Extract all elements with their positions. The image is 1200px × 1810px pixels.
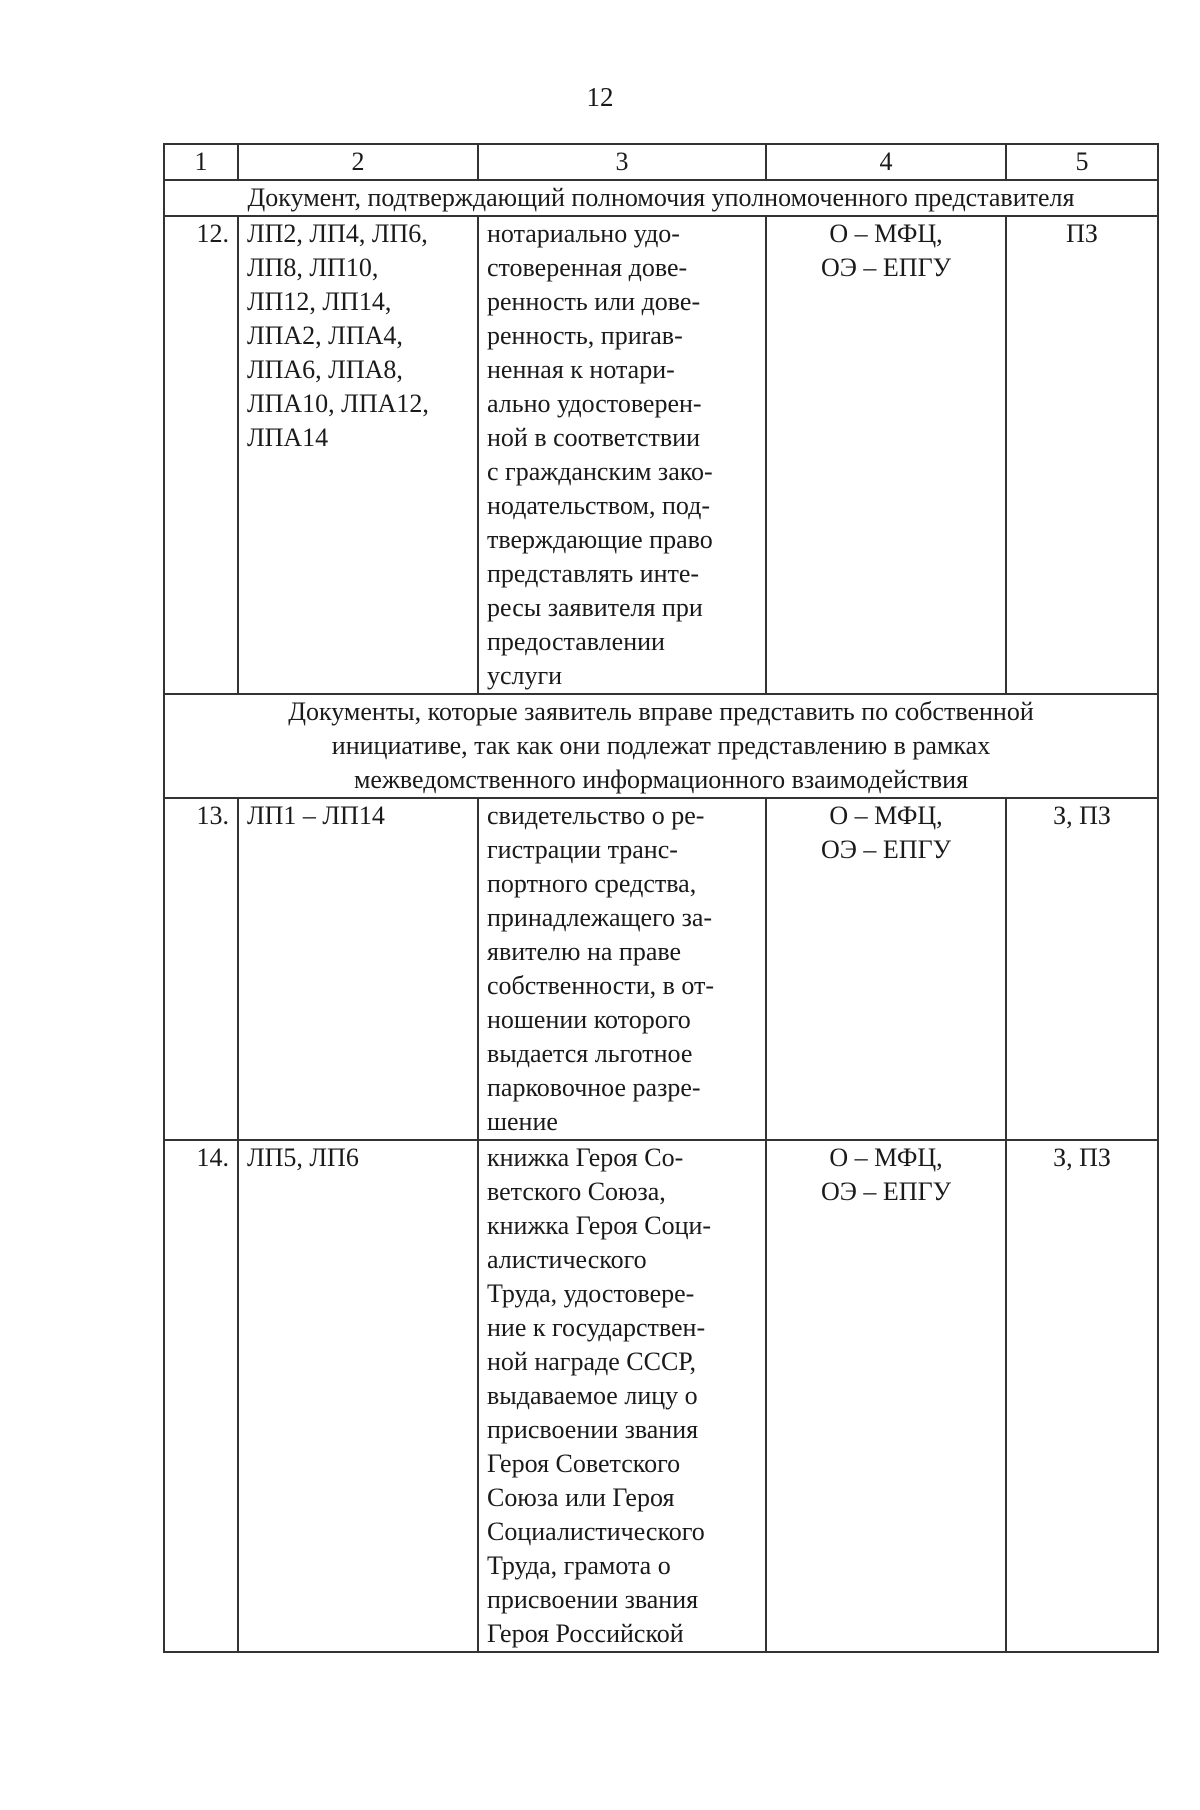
section-heading xyxy=(164,694,1158,798)
section-row xyxy=(164,180,1158,216)
text-line: Героя Российской xyxy=(487,1619,684,1648)
text-line: нотариально удо- xyxy=(487,219,680,248)
text-line: ношении которого xyxy=(487,1005,691,1034)
text-line: О – МФЦ, xyxy=(829,801,943,830)
text-line: свидетельство о ре- xyxy=(487,801,705,830)
column-header: 2 xyxy=(238,144,478,180)
text-line: межведомственного информационного взаимодействия xyxy=(353,765,969,794)
row-number: 14. xyxy=(164,1140,238,1652)
table-row xyxy=(164,1140,1158,1652)
document-form: З, ПЗ xyxy=(1006,798,1158,1140)
text-line: ЛПА6, ЛПА8, xyxy=(247,355,403,384)
text-line: ной в соответствии xyxy=(487,423,701,452)
text-line: ресы заявителя при xyxy=(487,593,703,622)
text-line: ЛП5, ЛП6 xyxy=(247,1143,359,1172)
submission-method xyxy=(766,1140,1006,1652)
text-line: выдается льготное xyxy=(487,1039,693,1068)
column-header: 3 xyxy=(478,144,766,180)
column-header: 4 xyxy=(766,144,1006,180)
text-line: предоставлении xyxy=(487,627,665,656)
text-line: ЛПА14 xyxy=(247,423,329,452)
document-form: З, ПЗ xyxy=(1006,1140,1158,1652)
submission-method xyxy=(766,216,1006,694)
row-number: 13. xyxy=(164,798,238,1140)
text-line: собственности, в от- xyxy=(487,971,715,1000)
documents-table xyxy=(163,143,1159,1653)
column-header: 1 xyxy=(164,144,238,180)
text-line: присвоении звания xyxy=(487,1585,699,1614)
text-line: ЛП8, ЛП10, xyxy=(247,253,379,282)
text-line: ЛП1 – ЛП14 xyxy=(247,801,385,830)
text-line: ЛП12, ЛП14, xyxy=(247,287,392,316)
submission-method xyxy=(766,798,1006,1140)
row-number: 12. xyxy=(164,216,238,694)
document-description xyxy=(478,216,766,694)
text-line: портного средства, xyxy=(487,869,697,898)
text-line: Союза или Героя xyxy=(487,1483,675,1512)
table-header-row xyxy=(164,144,1158,180)
text-line: О – МФЦ, xyxy=(829,1143,943,1172)
text-line: Социалистического xyxy=(487,1517,705,1546)
text-line: ЛПА10, ЛПА12, xyxy=(247,389,429,418)
category-codes xyxy=(238,1140,478,1652)
text-line: книжка Героя Соци- xyxy=(487,1211,712,1240)
text-line: Документы, которые заявитель вправе представить по собственной xyxy=(288,697,1034,726)
document-description xyxy=(478,1140,766,1652)
text-line: ОЭ – ЕПГУ xyxy=(820,1177,952,1206)
text-line: ЛП2, ЛП4, ЛП6, xyxy=(247,219,428,248)
text-line: Труда, удостовере- xyxy=(487,1279,695,1308)
text-line: книжка Героя Со- xyxy=(487,1143,684,1172)
text-line: явителю на праве xyxy=(487,937,682,966)
text-line: ненная к нотари- xyxy=(487,355,675,384)
text-line: ЛПА2, ЛПА4, xyxy=(247,321,403,350)
text-line: выдаваемое лицу о xyxy=(487,1381,698,1410)
text-line: Труда, грамота о xyxy=(487,1551,671,1580)
text-line: О – МФЦ, xyxy=(829,219,943,248)
table-row xyxy=(164,798,1158,1140)
document-description xyxy=(478,798,766,1140)
text-line: ной награде СССР, xyxy=(487,1347,696,1376)
section-heading: Документ, подтверждающий полномочия уполномоченного представителя xyxy=(164,180,1158,216)
text-line: стоверенная дове- xyxy=(487,253,688,282)
text-line: парковочное разре- xyxy=(487,1073,701,1102)
table-row xyxy=(164,216,1158,694)
text-line: представлять инте- xyxy=(487,559,700,588)
column-header: 5 xyxy=(1006,144,1158,180)
text-line: принадлежащего за- xyxy=(487,903,713,932)
text-line: гистрации транс- xyxy=(487,835,678,864)
text-line: ОЭ – ЕПГУ xyxy=(820,835,952,864)
text-line: присвоении звания xyxy=(487,1415,699,1444)
text-line: алистического xyxy=(487,1245,647,1274)
text-line: шение xyxy=(487,1107,558,1136)
document-form: ПЗ xyxy=(1006,216,1158,694)
text-line: ОЭ – ЕПГУ xyxy=(820,253,952,282)
category-codes xyxy=(238,216,478,694)
text-line: тверждающие право xyxy=(487,525,713,554)
section-row xyxy=(164,694,1158,798)
text-line: инициативе, так как они подлежат представлению в рамках xyxy=(331,731,991,760)
text-line: ветского Союза, xyxy=(487,1177,666,1206)
text-line: ренность или дове- xyxy=(487,287,701,316)
text-line: ренность, приrав- xyxy=(487,321,683,350)
category-codes xyxy=(238,798,478,1140)
text-line: с гражданским зако- xyxy=(487,457,713,486)
text-line: нодательством, под- xyxy=(487,491,711,520)
text-line: ние к государствен- xyxy=(487,1313,706,1342)
text-line: Героя Советского xyxy=(487,1449,681,1478)
text-line: услуги xyxy=(487,661,563,690)
page-number: 12 xyxy=(586,82,614,112)
text-line: ально удостоверен- xyxy=(487,389,702,418)
